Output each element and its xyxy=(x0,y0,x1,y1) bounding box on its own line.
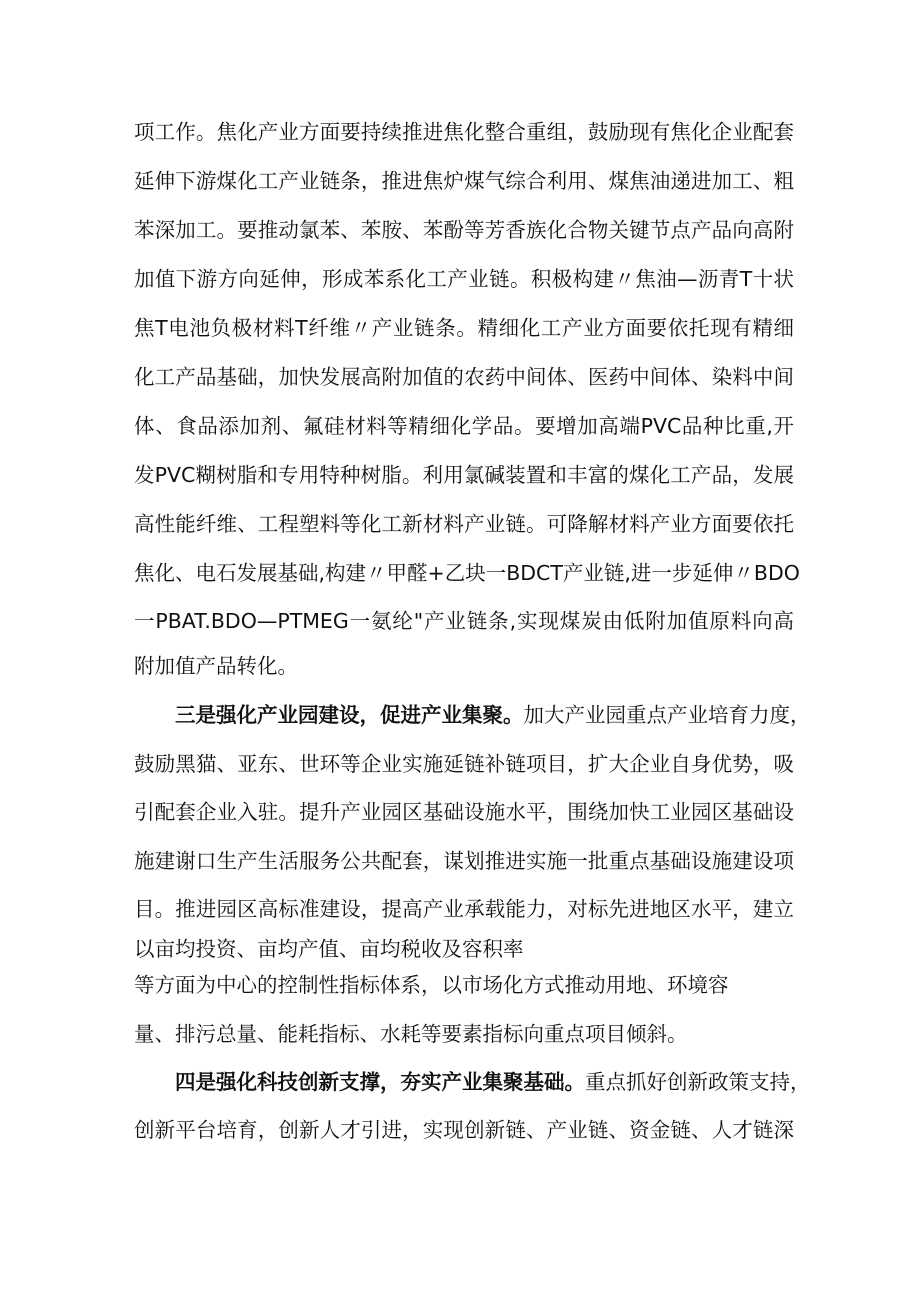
section4-heading: 四是强化科技创新支撑，夯实产业集聚基础。 xyxy=(175,1070,585,1094)
section3-first-line xyxy=(175,700,811,730)
paragraph-line: 引配套企业入驻。提升产业园区基础设施水平，围绕加快工业园区基础设 xyxy=(134,800,794,824)
paragraph-line: 高性能纤维、工程塑料等化工新材料产业链。可降解材料产业方面要依托 xyxy=(134,512,794,536)
section4-first-line xyxy=(175,1067,811,1097)
paragraph-line: 苯深加工。要推动氯苯、苯胺、苯酚等芳香族化合物关键节点产品向高附 xyxy=(134,218,794,242)
paragraph-line: 焦T电池负极材料T纤维〃产业链条。精细化工产业方面要依托现有精细 xyxy=(134,316,794,340)
paragraph-line: 创新平台培育，创新人才引进，实现创新链、产业链、资金链、人才链深 xyxy=(134,1118,794,1142)
paragraph-line: 以亩均投资、亩均产值、亩均税收及容积率 xyxy=(134,937,524,961)
paragraph-line: 发PVC糊树脂和专用特种树脂。利用氯碱装置和丰富的煤化工产品，发展 xyxy=(134,463,794,487)
paragraph-line: 延伸下游煤化工产业链条，推进焦炉煤气综合利用、煤焦油递进加工、粗 xyxy=(134,169,794,193)
paragraph-line: 项工作。焦化产业方面要持续推进焦化整合重组，鼓励现有焦化企业配套 xyxy=(134,120,794,144)
section3-first-rest: 加大产业园重点产业培育力度， xyxy=(523,703,811,727)
paragraph-line: 焦化、电石发展基础,构建〃甲醛+乙块一BDCT产业链,进一步延伸〃BDO xyxy=(134,561,800,585)
paragraph-line: 体、食品添加剂、氟硅材料等精细化学品。要增加高端PVC品种比重,开 xyxy=(134,414,794,438)
paragraph-line: 施建谢口生产生活服务公共配套，谋划推进实施一批重点基础设施建设项 xyxy=(134,849,794,873)
section4-first-rest: 重点抓好创新政策支持， xyxy=(585,1070,811,1094)
paragraph-line: 化工产品基础，加快发展高附加值的农药中间体、医药中间体、染料中间 xyxy=(134,365,794,389)
paragraph-line: 一PBAT.BDO—PTMEG一氨纶"产业链条,实现煤炭由低附加值原料向高 xyxy=(134,609,794,633)
paragraph-line: 等方面为中心的控制性指标体系，以市场化方式推动用地、环境容 xyxy=(134,973,729,997)
paragraph-line: 鼓励黑猫、亚东、世环等企业实施延链补链项目，扩大企业自身优势，吸 xyxy=(134,752,794,776)
paragraph-line: 加值下游方向延伸，形成苯系化工产业链。积极构建〃焦油—沥青T十状 xyxy=(134,267,794,291)
paragraph-line: 附加值产品转化。 xyxy=(134,654,298,678)
section3-heading: 三是强化产业园建设，促进产业集聚。 xyxy=(175,703,524,727)
paragraph-line: 量、排污总量、能耗指标、水耗等要素指标向重点项目倾斜。 xyxy=(134,1022,688,1046)
paragraph-line: 目。推进园区高标准建设，提高产业承载能力，对标先进地区水平，建立 xyxy=(134,897,794,921)
